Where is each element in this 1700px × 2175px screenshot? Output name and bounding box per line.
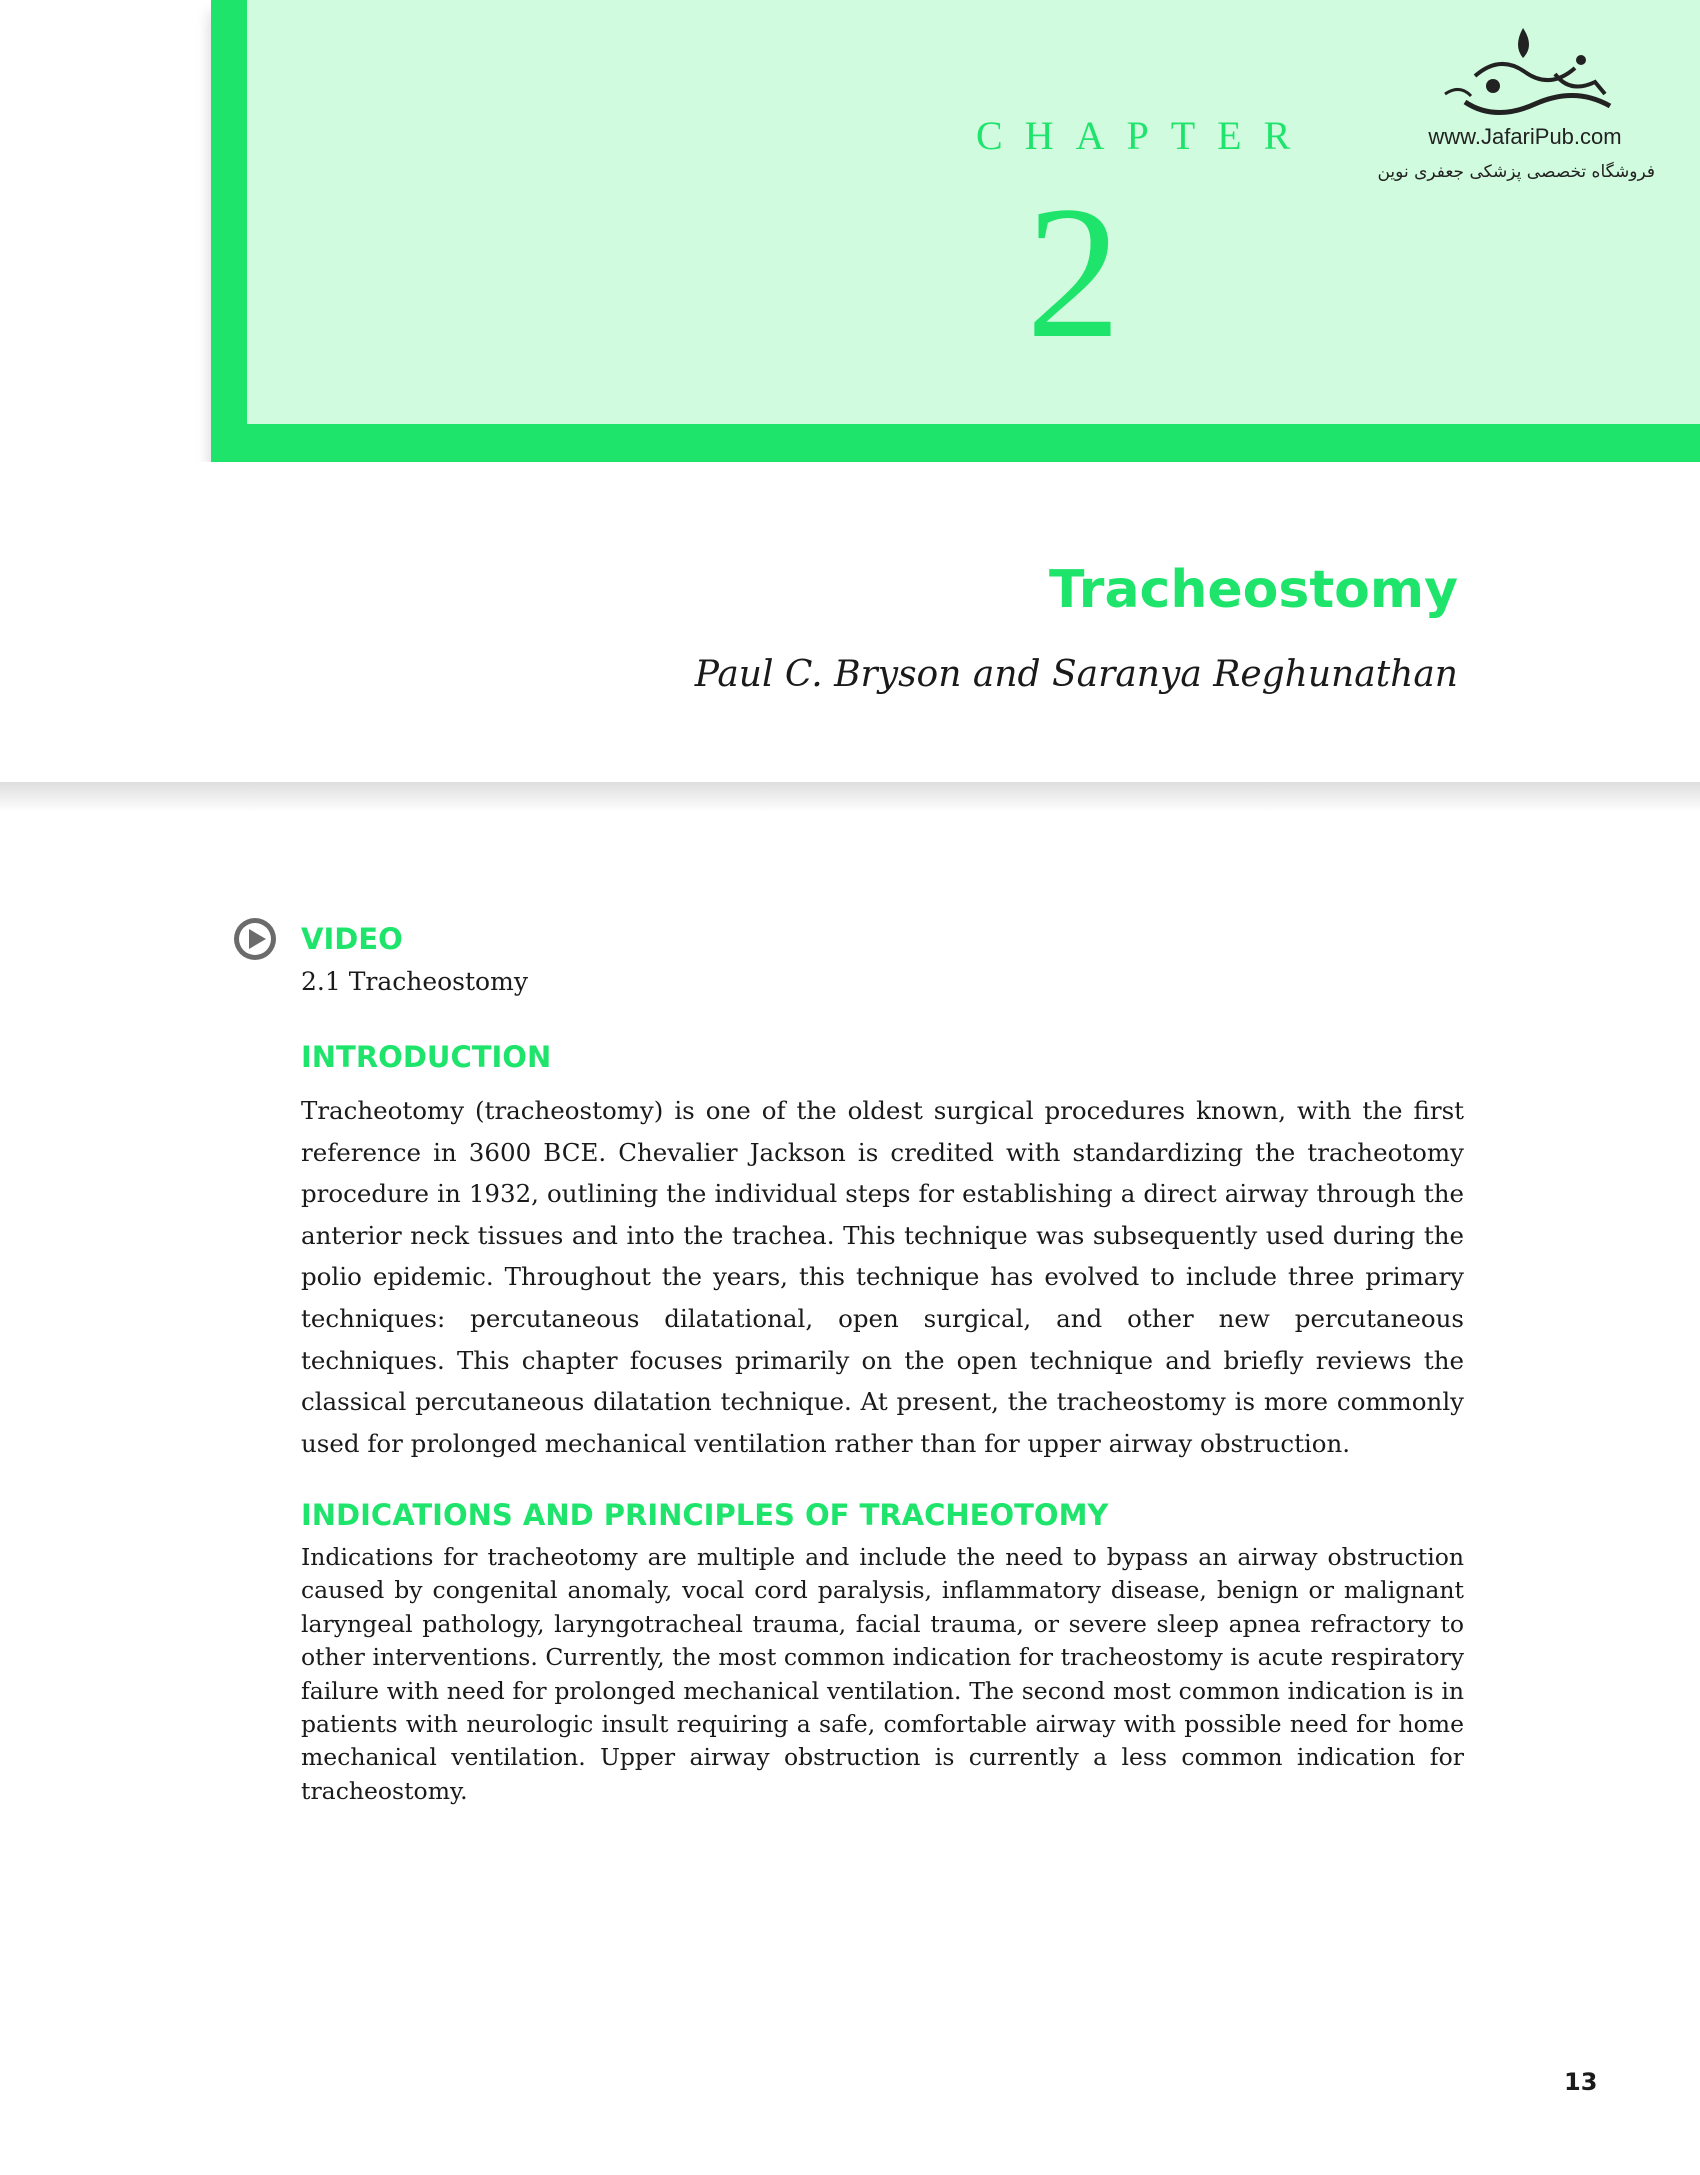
publisher-logo	[1377, 24, 1655, 194]
section-heading-introduction: INTRODUCTION	[301, 1040, 552, 1074]
title-band	[0, 462, 1700, 787]
section-paragraph-indications: Indications for tracheotomy are multiple and include the need to bypass an airway obstruction caused by congenital anomaly, vocal cord paralysis, inflammatory disease, benign or malignant laryngeal pathology, laryngotracheal trauma, facial trauma, or severe sleep apnea refractory to other interventions. Currently, the most common indication for tracheostomy is acute respiratory failure with need for prolonged mechanical ventilation. The second most common indication is in patients with neurologic insult requiring a safe, comfortable airway with possible need for home mechanical ventilation. Upper airway obstruction is currently a less common indication for tracheostomy.	[301, 1543, 1464, 1805]
publisher-logo-mark-icon	[1405, 24, 1645, 124]
publisher-logo-tagline: فروشگاه تخصصی پزشکی جعفری نوین	[1377, 162, 1655, 182]
title-band-shadow	[0, 782, 1700, 812]
chapter-label: CHAPTER	[976, 113, 1313, 158]
video-link[interactable]: 2.1 Tracheostomy	[301, 967, 528, 996]
play-icon[interactable]	[233, 917, 277, 961]
chapter-authors: Paul C. Bryson and Saranya Reghunathan	[694, 654, 1458, 695]
chapter-number: 2	[1026, 168, 1121, 378]
section-paragraph-introduction: Tracheotomy (tracheostomy) is one of the oldest surgical procedures known, with the first reference in 3600 BCE. Chevalier Jackson is credited with standardizing the tracheotomy procedure in 1932, outlining the individual steps for establishing a direct airway through the anterior neck tissues and into the trachea. This technique was subsequently used during the polio epidemic. Throughout the years, this technique has evolved to include three primary techniques: percutaneous dilatational, open surgical, and other new percutaneous techniques. This chapter focuses primarily on the open technique and briefly reviews the classical percutaneous dilatation technique. At present, the tracheostomy is more commonly used for prolonged mechanical ventilation rather than for upper airway obstruction.	[301, 1096, 1464, 1458]
video-heading: VIDEO	[301, 922, 403, 956]
page-number: 13	[1564, 2068, 1598, 2096]
publisher-logo-site: www.JafariPub.com	[1428, 124, 1622, 149]
chapter-title: Tracheostomy	[1049, 560, 1458, 620]
section-heading-indications: INDICATIONS AND PRINCIPLES OF TRACHEOTOMY	[301, 1498, 1109, 1532]
